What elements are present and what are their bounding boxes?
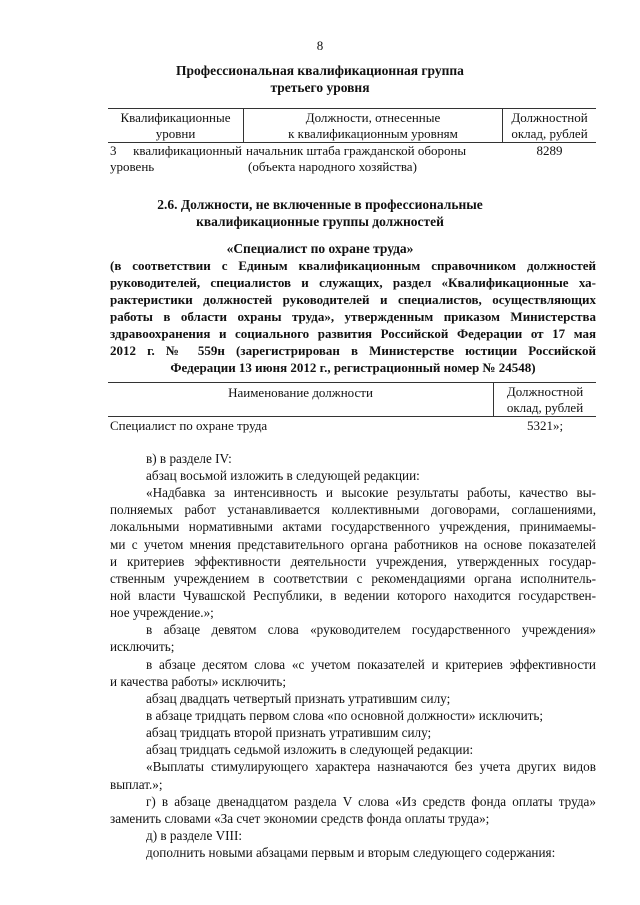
body-line: в) в разделе IV: [146,451,232,466]
body-line: ми с учетом мнения представительного органа работников на основе показателей [110,537,596,552]
table-rule-header [108,416,596,417]
header-qualification-levels: Квалификационные уровни [120,110,231,141]
body-line: г) в абзаце двенадцатом раздела V слова «Из средств фонда оплаты труда» [146,794,596,809]
body-line: выплат.»; [110,777,163,792]
specialist-text-line: руководителей, специалистов и служащих, раздел «Квалификационные ха- [110,275,596,290]
body-line: «Выплаты стимулирующего характера назначаются без учета других видов [146,759,596,774]
body-line: в абзаце девятом слова «руководителем государственного учреждения» [146,622,596,637]
body-line: д) в разделе VIII: [146,828,242,843]
body-line: локальными нормативными актами государственного учреждения, принимаемы- [110,519,596,534]
table-rule-top [108,382,596,383]
table-cell-position: Специалист по охране труда [110,418,268,433]
body-line: полняемых работ устанавливается коллективными договорами, соглашениями, [110,502,596,517]
section-heading-line-1: 2.6. Должности, не включенные в профессиональные [157,197,483,212]
table-cell-salary: 5321»; [526,418,564,433]
body-line: ственным учреждением в соответствии с рекомендациями органа исполнитель- [110,571,596,586]
specialist-text-line: работы в области охраны труда», утвержденным приказом Министерства [110,309,596,324]
specialist-text-line: (в соответствии с Единым квалификационным справочником должностей [110,258,596,273]
body-line: и качества работы» исключить; [110,674,286,689]
specialist-title: «Специалист по охране труда» [226,241,414,256]
body-line: абзац тридцать второй признать утратившим силу; [146,725,432,740]
table-cell-position: начальник штаба гражданской обороны (объекта народного хозяйства) [246,143,467,174]
specialist-text-line: рактеристики должностей руководителей и специалистов, осуществляющих [110,292,596,307]
header-position-name: Наименование должности [228,385,373,400]
body-line: абзац двадцать четвертый признать утратившим силу; [146,691,451,706]
header-salary: Должностной оклад, рублей [511,110,588,141]
body-line: в абзаце тридцать первом слова «по основной должности» исключить; [146,708,544,723]
body-line: абзац тридцать седьмой изложить в следующей редакции: [146,742,474,757]
body-line: ной власти Чувашской Республики, в ведении которого находится государствен- [110,588,596,603]
body-line: дополнить новыми абзацами первым и вторым следующего содержания: [146,845,556,860]
table-cell-level: 3 квалификационный уровень [110,143,242,174]
body-line: и критериев эффективности деятельности учреждения, утвержденных государ- [110,554,596,569]
table-rule-top [108,108,596,109]
body-line: «Надбавка за интенсивность и высокие результаты работы, качество вы- [146,485,596,500]
header-positions: Должности, отнесенные к квалификационным уровням [288,110,458,141]
body-line: заменить словами «За счет экономии средств фонда оплаты труда»; [110,811,490,826]
table-cell-salary: 8289 [536,143,563,158]
body-line: ное учреждение.»; [110,605,214,620]
body-line: в абзаце десятом слова «с учетом показателей и критериев эффективности [146,657,596,672]
page-number: 8 [316,38,324,53]
group-heading-line-1: Профессиональная квалификационная группа [176,63,464,78]
header-salary: Должностной оклад, рублей [506,384,584,415]
specialist-text-line: Федерации 13 июня 2012 г., регистрационный номер № 24548) [170,360,536,375]
section-heading-line-2: квалификационные группы должностей [196,214,444,229]
specialist-text-line: здравоохранения и социального развития Российской Федерации от 17 мая [110,326,596,341]
body-line: абзац восьмой изложить в следующей редакции: [146,468,420,483]
specialist-text-line: 2012 г. № 559н (зарегистрирован в Министерстве юстиции Российской [110,343,596,358]
group-heading-line-2: третьего уровня [270,80,370,95]
body-line: исключить; [110,639,175,654]
